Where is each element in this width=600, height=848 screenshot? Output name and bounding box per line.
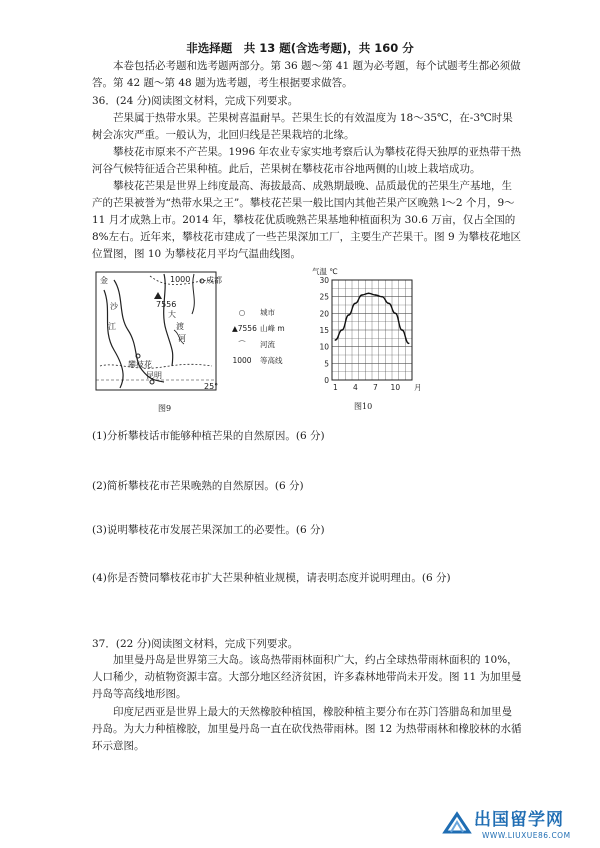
q36-sub-question-2: (2)简析攀枝花市芒果晚熟的自然原因。(6 分) — [92, 480, 304, 492]
river-symbol-icon: ⌒ — [238, 340, 246, 349]
map-label-panzhihua: 攀枝花 — [128, 360, 152, 369]
map-label-da: 大 — [168, 310, 176, 319]
map-label-kunming: 昆明 — [146, 371, 162, 380]
q37-paragraph-1: 加里曼丹岛是世界第三大岛。该岛热带雨林面积广大，约占全球热带雨林面积的 10%，人口稀少，动植物资源丰富。大部分地区经济贫困，许多森林地带尚未开发。图 11 为加里曼丹岛等高线地形图。 — [92, 654, 522, 700]
logo-emblem-icon — [442, 810, 472, 840]
temperature-point — [361, 294, 363, 296]
map-label-du: 渡 — [176, 322, 184, 331]
section-heading: 非选择题 共 13 题(含选考题)，共 160 分 — [186, 41, 414, 55]
x-tick-label: 1 — [332, 383, 338, 392]
peak-symbol-icon: ▲7556 — [232, 324, 257, 333]
map-label-chengdu: 成都 — [206, 276, 222, 285]
x-tick-label: 10 — [390, 383, 401, 392]
temperature-point — [355, 303, 357, 305]
q36-sub-question-1: (1)分析攀枝话市能够种植芒果的自然原因。(6 分) — [92, 430, 325, 442]
watermark-brand: 出国留学网 — [474, 810, 564, 830]
legend-item-contour: 1000 等高线 — [232, 356, 283, 365]
y-tick-label: 15 — [319, 326, 329, 335]
map-label-peak: 7556 — [156, 300, 177, 309]
q36-paragraph-3: 攀枝花芒果是世界上纬度最高、海拔最高、成熟期最晚、品质最优的芒果生产基地，生产的芒果被誉为“热带水果之王”。攀枝花芒果一般比国内其他芒果产区晚熟 l～2 个月，9～11 月才成熟上市。2014 年，攀枝花优质晚熟芒果基地种植面积为 30.6 万亩，仅占全国的 8%左右。近年来，攀枝花市建成了一些芒果深加工厂，主要生产芒果干。图 9 为攀枝花地区位置图，图 10 为攀枝花月平均气温曲线图。 — [92, 180, 522, 260]
map-label-lat-25: 25° — [204, 382, 219, 391]
legend-item-river: ⌒ 河流 — [232, 340, 312, 350]
question-36-title: 36．(24 分)阅读图文材料，完成下列要求。 — [92, 95, 299, 107]
temperature-chart-svg — [310, 268, 420, 396]
map-label-jiang: 江 — [108, 322, 116, 331]
map-label-contour-1000: 1000 — [170, 275, 191, 284]
temperature-point — [335, 339, 337, 341]
x-tick-label: 月 — [414, 383, 422, 392]
y-tick-label: 20 — [319, 309, 329, 319]
x-tick-label: 7 — [372, 383, 378, 392]
map-legend — [232, 300, 312, 380]
temperature-point — [395, 313, 397, 315]
y-tick-label: 30 — [319, 276, 329, 285]
temperature-point — [401, 329, 403, 331]
question-37-title: 37．(22 分)阅读图文材料，完成下列要求。 — [92, 638, 299, 650]
temperature-point — [368, 293, 370, 295]
q36-sub-question-4: (4)你是否赞同攀枝花市扩大芒果种植业规模，请表明态度并说明理由。(6 分) — [92, 572, 451, 584]
map-label-jin: 金 — [100, 276, 108, 285]
temperature-point — [381, 296, 383, 298]
figure-10-chart — [310, 268, 420, 418]
legend-item-city: ○ 城市 — [232, 308, 312, 318]
q36-paragraph-2: 攀枝花市原来不产芒果。1996 年农业专家实地考察后认为攀枝花得天独厚的亚热带干热河谷气候特征适合芒果种植。此后，芒果树在攀枝花市谷地两侧的山坡上栽培成功。 — [92, 146, 522, 175]
figure-9-caption: 图9 — [158, 404, 172, 413]
x-tick-label: 4 — [352, 383, 358, 392]
y-tick-label: 5 — [324, 359, 329, 369]
q36-sub-question-3: (3)说明攀枝花市发展芒果深加工的必要性。(6 分) — [92, 524, 325, 536]
map-label-sha: 沙 — [110, 302, 118, 311]
temperature-point — [408, 343, 410, 345]
q36-paragraph-1: 芒果属于热带水果。芒果树喜温耐旱。芒果生长的有效温度为 18～35℃，在-3℃时果树会冻灾严重。一般认为，北回归线是芒果栽培的北缘。 — [92, 112, 513, 141]
y-axis-label: 气温 ℃ — [312, 267, 338, 276]
watermark-logo — [442, 808, 598, 844]
q37-paragraph-2: 印度尼西亚是世界上最大的天然橡胶种植国，橡胶种植主要分布在苏门答腊岛和加里曼丹岛。为大力种植橡胶，加里曼丹岛一直在砍伐热带雨林。图 12 为热带雨林和橡胶林的水循环示意图。 — [92, 706, 522, 752]
legend-item-peak: ▲7556 山峰 m — [232, 324, 285, 333]
figure-10-caption: 图10 — [354, 402, 373, 411]
temperature-point — [375, 294, 377, 296]
intro-paragraph: 本卷包括必考题和选考题两部分。第 36 题～第 41 题为必考题，每个试题考生都必须做答。第 42 题～第 48 题为选考题，考生根据要求做答。 — [92, 60, 521, 89]
y-tick-label: 10 — [319, 342, 329, 352]
contour-symbol-icon: 1000 — [232, 356, 252, 365]
map-label-he: 河 — [178, 334, 186, 343]
temperature-point — [388, 303, 390, 305]
temperature-point — [348, 314, 350, 316]
y-tick-label: 25 — [319, 292, 329, 302]
city-symbol-icon: ○ — [238, 308, 246, 317]
watermark-url: WWW.LIUXUE86.COM — [482, 831, 571, 840]
y-tick-label: 0 — [324, 376, 329, 385]
temperature-point — [341, 329, 343, 331]
